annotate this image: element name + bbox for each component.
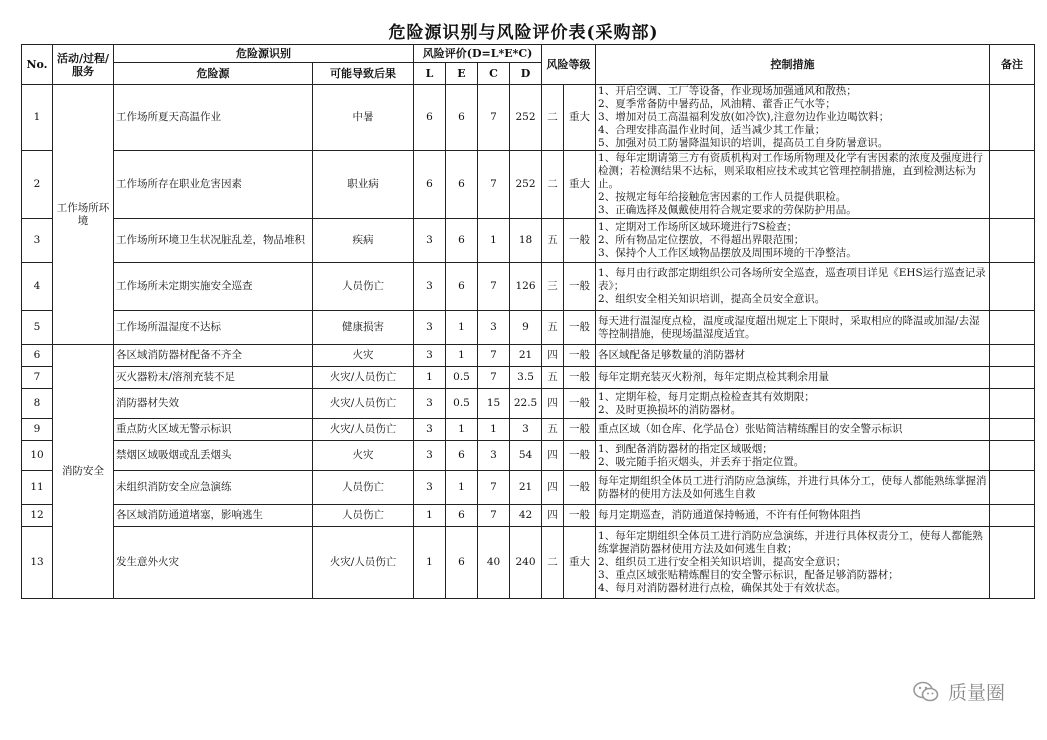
score-l: 3 (414, 219, 446, 263)
score-c: 1 (478, 419, 510, 441)
row-no: 6 (22, 345, 53, 367)
measure-line: 2、组织员工进行安全相关知识培训，提高安全意识； (598, 556, 847, 568)
header-l: L (414, 63, 446, 85)
header-hazard: 危险源 (114, 63, 313, 85)
measure-line: 1、每年定期请第三方有资质机构对工作场所物理及化学有害因素的浓度及强度进行检测；若检测结果不达标，则采取相应技术或其它管理控制措施，直到检测达标为止。 (598, 152, 983, 190)
consequence-cell: 人员伤亡 (313, 263, 414, 311)
measure-line: 2、所有物品定位摆放，不得超出界限范围； (598, 234, 805, 246)
score-e: 1 (446, 471, 478, 505)
header-risk-level: 风险等级 (542, 45, 596, 85)
risk-level: 一般 (564, 389, 596, 419)
control-measures (596, 345, 990, 367)
hazard-cell: 工作场所存在职业危害因素 (114, 151, 313, 219)
risk-level: 一般 (564, 419, 596, 441)
score-d: 22.5 (510, 389, 542, 419)
score-l: 1 (414, 527, 446, 599)
row-no: 2 (22, 151, 53, 219)
note-cell (990, 441, 1035, 471)
measure-line: 4、合理安排高温作业时间，适当减少其工作量； (598, 124, 826, 136)
header-c: C (478, 63, 510, 85)
risk-table (21, 44, 1035, 599)
score-l: 3 (414, 345, 446, 367)
note-cell (990, 263, 1035, 311)
score-d: 21 (510, 471, 542, 505)
page-title: 危险源识别与风险评价表(采购部) (388, 23, 659, 43)
hazard-cell: 各区域消防通道堵塞，影响逃生 (114, 505, 313, 527)
risk-level: 一般 (564, 441, 596, 471)
control-measures (596, 311, 990, 345)
risk-level: 一般 (564, 219, 596, 263)
measure-line: 1、定期对工作场所区域环境进行7S检查； (598, 221, 798, 233)
score-e: 0.5 (446, 389, 478, 419)
row-no: 12 (22, 505, 53, 527)
note-cell (990, 419, 1035, 441)
hazard-cell: 禁烟区域吸烟或乱丢烟头 (114, 441, 313, 471)
score-e: 6 (446, 263, 478, 311)
note-cell (990, 471, 1035, 505)
control-measures (596, 527, 990, 599)
measure-line: 2、组织安全相关知识培训，提高全员安全意识。 (598, 293, 826, 305)
score-e: 6 (446, 441, 478, 471)
row-no: 13 (22, 527, 53, 599)
score-e: 1 (446, 419, 478, 441)
measure-line: 1、每月由行政部定期组织公司各场所安全巡查，巡查项目详见《EHS运行巡查记录表》； (598, 267, 986, 292)
control-measures (596, 505, 990, 527)
header-no: No. (22, 45, 53, 85)
score-e: 6 (446, 151, 478, 219)
risk-level: 一般 (564, 311, 596, 345)
header-d: D (510, 63, 542, 85)
risk-grade: 二 (542, 151, 564, 219)
measure-line: 3、重点区域张贴精炼醒目的安全警示标识，配备足够消防器材； (598, 569, 899, 581)
score-c: 7 (478, 263, 510, 311)
control-measures (596, 367, 990, 389)
control-measures (596, 85, 990, 151)
hazard-cell: 灭火器粉末/溶剂充装不足 (114, 367, 313, 389)
note-cell (990, 527, 1035, 599)
measure-line: 3、保持个人工作区域物品摆放及周围环境的干净整洁。 (598, 247, 857, 259)
row-no: 8 (22, 389, 53, 419)
risk-grade: 四 (542, 441, 564, 471)
score-c: 7 (478, 345, 510, 367)
score-d: 3 (510, 419, 542, 441)
risk-grade: 四 (542, 345, 564, 367)
hazard-cell: 未组织消防安全应急演练 (114, 471, 313, 505)
score-d: 54 (510, 441, 542, 471)
risk-grade: 五 (542, 311, 564, 345)
header-control: 控制措施 (596, 45, 990, 85)
measure-line: 2、吸完随手掐灭烟头，并丢弃于指定位置。 (598, 455, 805, 468)
score-d: 9 (510, 311, 542, 345)
measure-line: 重点区域（如仓库、化学品仓）张贴简洁精练醒目的安全警示标识 (598, 423, 903, 435)
score-e: 6 (446, 505, 478, 527)
score-c: 7 (478, 151, 510, 219)
row-no: 5 (22, 311, 53, 345)
row-no: 1 (22, 85, 53, 151)
measure-line: 1、每年定期组织全体员工进行消防应急演练，并进行具体权责分工，使每人都能熟练掌握消防器材使用方法及如何逃生自救； (598, 530, 983, 555)
score-d: 126 (510, 263, 542, 311)
risk-grade: 五 (542, 219, 564, 263)
score-l: 3 (414, 471, 446, 505)
score-c: 7 (478, 85, 510, 151)
consequence-cell: 健康损害 (313, 311, 414, 345)
activity-group: 工作场所环境 (53, 85, 114, 345)
consequence-cell: 火灾/人员伤亡 (313, 389, 414, 419)
note-cell (990, 345, 1035, 367)
score-c: 3 (478, 441, 510, 471)
score-c: 7 (478, 367, 510, 389)
risk-level: 一般 (564, 505, 596, 527)
table-row (22, 419, 1035, 441)
row-no: 7 (22, 367, 53, 389)
score-d: 3.5 (510, 367, 542, 389)
score-d: 240 (510, 527, 542, 599)
score-l: 6 (414, 151, 446, 219)
header-note: 备注 (990, 45, 1035, 85)
measure-line: 每年定期充装灭火粉剂，每年定期点检其剩余用量 (598, 371, 830, 383)
control-measures (596, 441, 990, 471)
risk-grade: 五 (542, 419, 564, 441)
wechat-icon (912, 680, 940, 704)
risk-grade: 二 (542, 527, 564, 599)
control-measures (596, 471, 990, 505)
control-measures (596, 389, 990, 419)
header-hazard-group: 危险源识别 (114, 45, 414, 63)
risk-level: 一般 (564, 263, 596, 311)
table-row (22, 505, 1035, 527)
score-c: 1 (478, 219, 510, 263)
hazard-cell: 工作场所未定期实施安全巡查 (114, 263, 313, 311)
score-e: 6 (446, 219, 478, 263)
score-d: 21 (510, 345, 542, 367)
score-l: 3 (414, 419, 446, 441)
row-no: 3 (22, 219, 53, 263)
score-l: 3 (414, 311, 446, 345)
hazard-cell: 重点防火区域无警示标识 (114, 419, 313, 441)
table-row (22, 367, 1035, 389)
score-l: 3 (414, 389, 446, 419)
header-risk-eval: 风险评价(D=L*E*C) (414, 45, 542, 63)
consequence-cell: 火灾/人员伤亡 (313, 367, 414, 389)
measure-line: 3、正确选择及佩戴使用符合规定要求的劳保防护用品。 (598, 204, 857, 216)
risk-grade: 五 (542, 367, 564, 389)
activity-group: 消防安全 (53, 345, 114, 599)
consequence-cell: 中暑 (313, 85, 414, 151)
measure-line: 2、夏季常备防中暑药品，风油精、藿香正气水等； (598, 98, 836, 110)
consequence-cell: 职业病 (313, 151, 414, 219)
score-c: 3 (478, 311, 510, 345)
measure-line: 每天进行温湿度点检，温度或湿度超出规定上下限时，采取相应的降温或加湿/去湿等控制措施，使现场温湿度适宜。 (598, 314, 980, 340)
score-l: 1 (414, 367, 446, 389)
consequence-cell: 火灾/人员伤亡 (313, 419, 414, 441)
control-measures (596, 151, 990, 219)
note-cell (990, 85, 1035, 151)
note-cell (990, 219, 1035, 263)
measure-line: 2、按规定每年给接触危害因素的工作人员提供职检。 (598, 191, 847, 203)
table-row (22, 151, 1035, 219)
hazard-cell: 工作场所环境卫生状况脏乱差，物品堆积 (114, 219, 313, 263)
score-l: 6 (414, 85, 446, 151)
score-c: 7 (478, 505, 510, 527)
table-row (22, 219, 1035, 263)
risk-level: 一般 (564, 471, 596, 505)
score-l: 3 (414, 263, 446, 311)
score-d: 252 (510, 85, 542, 151)
risk-grade: 四 (542, 389, 564, 419)
measure-line: 5、加强对员工防暑降温知识的培训，提高员工自身防暑意识。 (598, 137, 889, 149)
hazard-cell: 各区域消防器材配备不齐全 (114, 345, 313, 367)
measure-line: 3、增加对员工高温福利发放(如冷饮),注意勿边作业边喝饮料； (598, 111, 890, 123)
consequence-cell: 火灾/人员伤亡 (313, 527, 414, 599)
header-e: E (446, 63, 478, 85)
hazard-cell: 消防器材失效 (114, 389, 313, 419)
note-cell (990, 151, 1035, 219)
table-row (22, 441, 1035, 471)
table-row (22, 85, 1035, 151)
table-row (22, 311, 1035, 345)
score-l: 1 (414, 505, 446, 527)
table-row (22, 345, 1035, 367)
row-no: 11 (22, 471, 53, 505)
score-c: 15 (478, 389, 510, 419)
score-c: 40 (478, 527, 510, 599)
measure-line: 4、每月对消防器材进行点检，确保其处于有效状态。 (598, 582, 847, 594)
hazard-cell: 工作场所温湿度不达标 (114, 311, 313, 345)
measure-line: 每年定期组织全体员工进行消防应急演练，并进行具体分工，使每人都能熟练掌握消防器材的使用方法及如何逃生自救 (598, 474, 987, 500)
consequence-cell: 火灾 (313, 345, 414, 367)
measure-line: 每月定期巡查，消防通道保持畅通，不许有任何物体阻挡 (598, 509, 861, 521)
table-row (22, 471, 1035, 505)
consequence-cell: 人员伤亡 (313, 471, 414, 505)
risk-level: 重大 (564, 151, 596, 219)
measure-line: 1、开启空调、工厂等设备，作业现场加强通风和散热； (598, 85, 857, 97)
note-cell (990, 505, 1035, 527)
score-e: 6 (446, 85, 478, 151)
risk-level: 重大 (564, 85, 596, 151)
score-d: 18 (510, 219, 542, 263)
note-cell (990, 311, 1035, 345)
risk-level: 一般 (564, 367, 596, 389)
measure-line: 各区域配备足够数量的消防器材 (598, 349, 746, 361)
note-cell (990, 367, 1035, 389)
control-measures (596, 419, 990, 441)
header-consequence: 可能导致后果 (313, 63, 414, 85)
row-no: 9 (22, 419, 53, 441)
score-d: 42 (510, 505, 542, 527)
risk-table-body (22, 85, 1035, 599)
control-measures (596, 263, 990, 311)
risk-grade: 三 (542, 263, 564, 311)
score-l: 3 (414, 441, 446, 471)
table-row (22, 263, 1035, 311)
score-e: 6 (446, 527, 478, 599)
table-row (22, 389, 1035, 419)
score-c: 7 (478, 471, 510, 505)
watermark (912, 678, 1005, 705)
row-no: 4 (22, 263, 53, 311)
hazard-cell: 工作场所夏天高温作业 (114, 85, 313, 151)
header-activity: 活动/过程/服务 (53, 45, 114, 85)
score-d: 252 (510, 151, 542, 219)
measure-line: 1、定期年检，每月定期点检检查其有效期限； (598, 390, 815, 403)
score-e: 0.5 (446, 367, 478, 389)
consequence-cell: 人员伤亡 (313, 505, 414, 527)
measure-line: 1、到配备消防器材的指定区域吸烟； (598, 442, 773, 455)
table-row (22, 527, 1035, 599)
risk-grade: 四 (542, 505, 564, 527)
risk-level: 一般 (564, 345, 596, 367)
watermark-text: 质量圈 (947, 682, 1005, 704)
note-cell (990, 389, 1035, 419)
consequence-cell: 火灾 (313, 441, 414, 471)
risk-grade: 四 (542, 471, 564, 505)
risk-level: 重大 (564, 527, 596, 599)
control-measures (596, 219, 990, 263)
score-e: 1 (446, 311, 478, 345)
row-no: 10 (22, 441, 53, 471)
score-e: 1 (446, 345, 478, 367)
hazard-cell: 发生意外火灾 (114, 527, 313, 599)
consequence-cell: 疾病 (313, 219, 414, 263)
risk-grade: 二 (542, 85, 564, 151)
measure-line: 2、及时更换损坏的消防器材。 (598, 403, 742, 416)
